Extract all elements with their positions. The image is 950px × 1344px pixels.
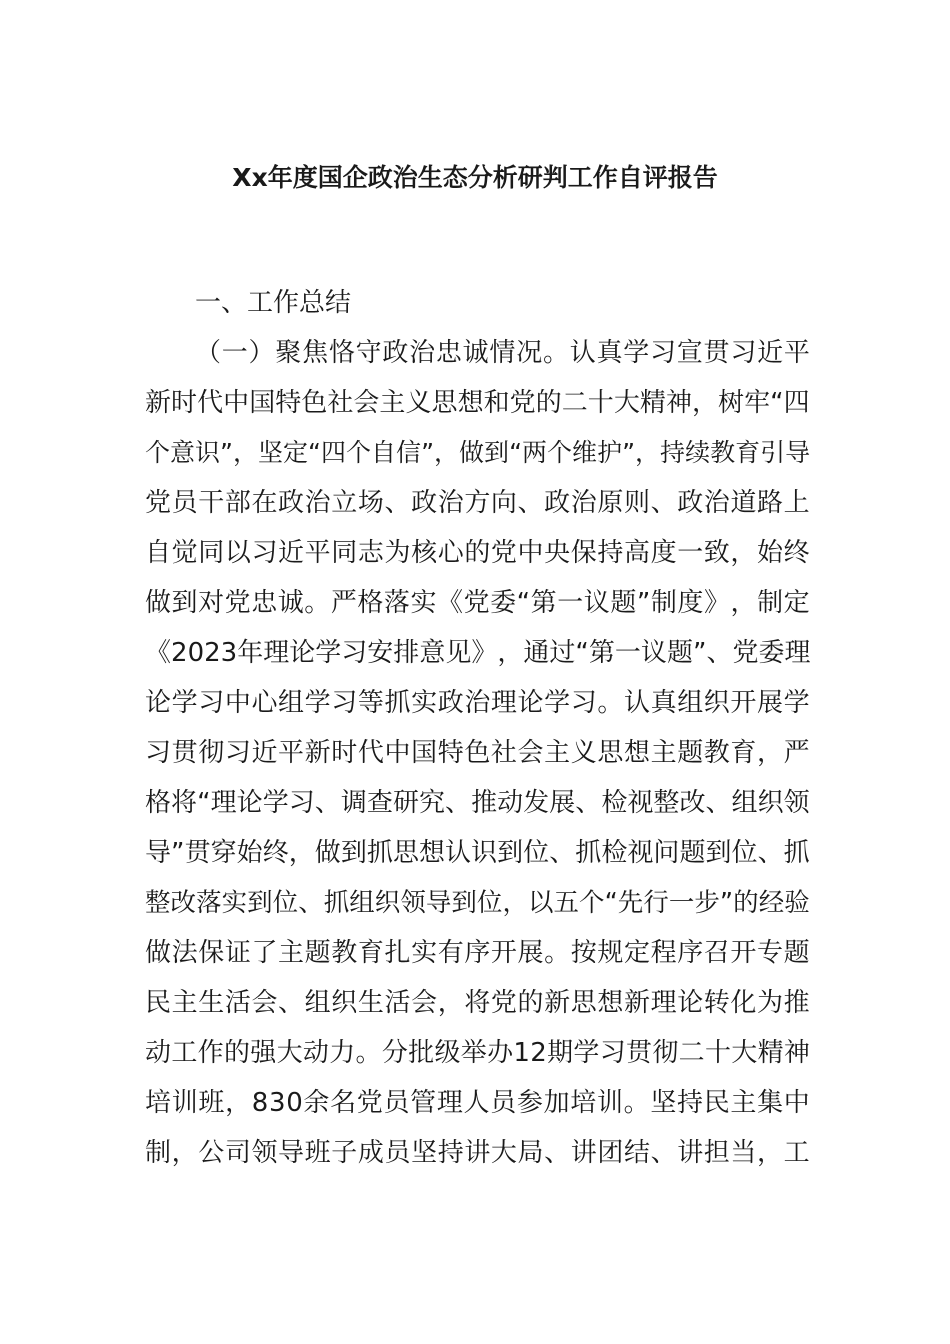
document-title: Xx年度国企政治生态分析研判工作自评报告 <box>232 163 718 192</box>
paragraph-line: （ 一 ） 聚 焦 恪 守 政 治 忠 诚 情 况 。 认 真 学 习 宣 贯 习 近 平 <box>195 338 810 368</box>
paragraph-line: 习 贯 彻 习 近 平 新 时 代 中 国 特 色 社 会 主 义 思 想 主 题 教 育 ， 严 <box>145 738 810 768</box>
paragraph-line: 民 主 生 活 会 、 组 织 生 活 会 ， 将 党 的 新 思 想 新 理 论 转 化 为 推 <box>145 988 810 1018</box>
paragraph-line: 培 训 班 ， 8 3 0 余 名 党 员 管 理 人 员 参 加 培 训 。 坚 持 民 主 集 中 <box>145 1088 810 1118</box>
paragraph-line: 做 到 对 党 忠 诚 。 严 格 落 实 《 党 委 “ 第 一 议 题 ” 制 度 》 ， 制 定 <box>145 588 810 618</box>
paragraph-line: 制 ， 公 司 领 导 班 子 成 员 坚 持 讲 大 局 、 讲 团 结 、 讲 担 当 ， 工 <box>145 1138 810 1168</box>
paragraph-line: 个 意 识 ” ， 坚 定 “ 四 个 自 信 ” ， 做 到 “ 两 个 维 护 ” ， 持 续 教 育 引 导 <box>145 438 811 467</box>
paragraph-line: 整 改 落 实 到 位 、 抓 组 织 领 导 到 位 ， 以 五 个 “ 先 行 一 步 ” 的 经 验 <box>145 888 810 918</box>
paragraph-line: 党 员 干 部 在 政 治 立 场 、 政 治 方 向 、 政 治 原 则 、 政 治 道 路 上 <box>145 488 810 518</box>
paragraph-line: 新 时 代 中 国 特 色 社 会 主 义 思 想 和 党 的 二 十 大 精 神 ， 树 牢 “ 四 <box>145 388 810 418</box>
paragraph-line: 做 法 保 证 了 主 题 教 育 扎 实 有 序 开 展 。 按 规 定 程 序 召 开 专 题 <box>145 938 810 968</box>
paragraph-line: 《 2 0 2 3 年 理 论 学 习 安 排 意 见 》 ， 通 过 “ 第 一 议 题 ” 、 党 委 理 <box>145 638 811 668</box>
paragraph-line: 导 ” 贯 穿 始 终 ， 做 到 抓 思 想 认 识 到 位 、 抓 检 视 问 题 到 位 、 抓 <box>145 838 810 868</box>
section-heading: 一、工作总结 <box>195 288 352 318</box>
paragraph-line: 论 学 习 中 心 组 学 习 等 抓 实 政 治 理 论 学 习 。 认 真 组 织 开 展 学 <box>145 688 810 718</box>
paragraph-line: 格 将 “ 理 论 学 习 、 调 查 研 究 、 推 动 发 展 、 检 视 整 改 、 组 织 领 <box>145 788 810 818</box>
paragraph-line: 动 工 作 的 强 大 动 力 。 分 批 级 举 办 1 2 期 学 习 贯 彻 二 十 大 精 神 <box>145 1038 810 1068</box>
paragraph-line: 自 觉 同 以 习 近 平 同 志 为 核 心 的 党 中 央 保 持 高 度 一 致 ， 始 终 <box>145 538 810 568</box>
